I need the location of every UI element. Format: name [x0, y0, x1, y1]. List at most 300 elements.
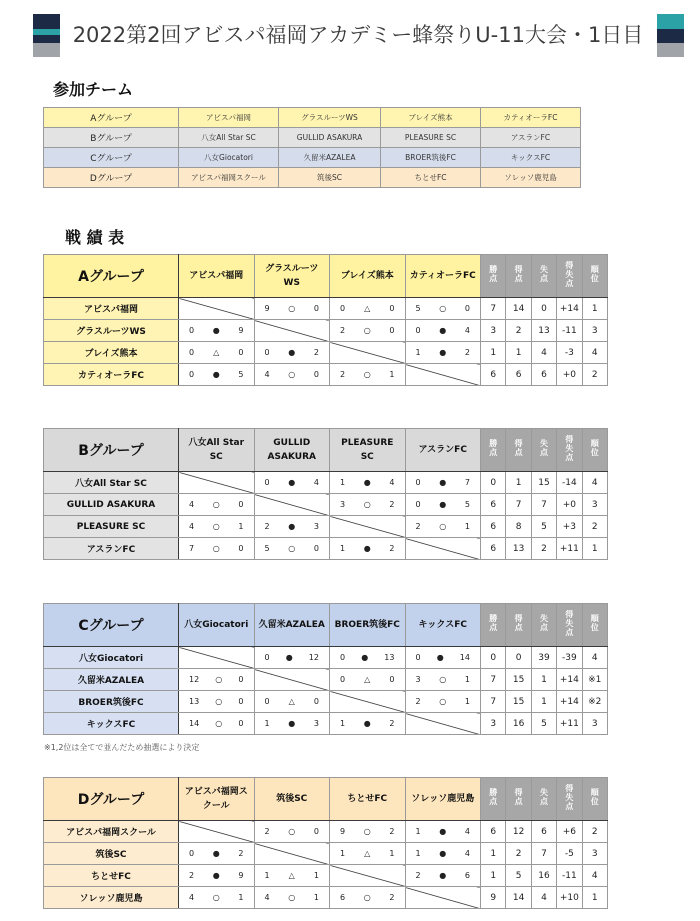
- team-row: [44, 342, 608, 364]
- match-score: [406, 653, 481, 662]
- result-mark: ○: [212, 522, 220, 531]
- match-score: [406, 326, 481, 335]
- match-result-cell: [254, 538, 330, 560]
- team-name-cell: グラスルーツWS: [44, 320, 179, 342]
- match-result-cell: [179, 713, 255, 735]
- points-cell: 1: [481, 865, 506, 887]
- match-score: [255, 719, 330, 728]
- points-cell: 6: [481, 821, 506, 843]
- group-label: Cグループ: [44, 148, 179, 168]
- stat-header-label: 順位: [590, 439, 600, 457]
- goals-against-cell: 13: [531, 320, 556, 342]
- goals-for-cell: 6: [506, 364, 531, 386]
- goal-difference-cell: +14: [557, 298, 582, 320]
- team-name-cell: 久留米AZALEA: [44, 669, 179, 691]
- self-match-diagonal: [330, 342, 406, 364]
- result-mark: ●: [439, 827, 447, 836]
- rank-cell: 4: [582, 472, 607, 494]
- stat-header-cell: [557, 429, 582, 472]
- team-header-cell: アビスパ福岡スクール: [179, 778, 255, 821]
- result-mark: ●: [288, 478, 296, 487]
- team-row: [44, 472, 608, 494]
- rank-cell: 3: [582, 494, 607, 516]
- score-against: 2: [238, 849, 244, 858]
- goals-against-cell: 16: [531, 865, 556, 887]
- stat-header-label: 得失点: [564, 260, 574, 288]
- team-header-cell: 八女All Star SC: [179, 429, 255, 472]
- match-result-cell: [330, 669, 406, 691]
- self-match-diagonal: [405, 887, 481, 909]
- score-against: 5: [238, 370, 244, 379]
- score-for: 2: [340, 326, 346, 335]
- goals-against-cell: 1: [531, 669, 556, 691]
- score-against: 2: [389, 544, 395, 553]
- result-mark: ○: [439, 675, 447, 684]
- match-result-cell: [254, 364, 330, 386]
- goals-for-cell: 0: [506, 647, 531, 669]
- goals-for-cell: 16: [506, 713, 531, 735]
- match-result-cell: [254, 516, 330, 538]
- score-for: 12: [189, 675, 200, 684]
- team-name-cell: 八女Giocatori: [44, 647, 179, 669]
- team-header-cell: アビスパ福岡: [179, 255, 255, 298]
- self-match-diagonal: [179, 821, 255, 843]
- decoration-stripe: [33, 43, 60, 57]
- match-score: [406, 478, 481, 487]
- match-score: [330, 326, 405, 335]
- stat-header-cell: [531, 604, 556, 647]
- team-row: [44, 821, 608, 843]
- team-name-cell: カティオーラFC: [44, 364, 179, 386]
- match-result-cell: [405, 472, 481, 494]
- match-result-cell: [254, 713, 330, 735]
- goals-against-cell: 5: [531, 516, 556, 538]
- team-row: [44, 887, 608, 909]
- score-for: 0: [340, 675, 346, 684]
- stat-header-cell: [557, 255, 582, 298]
- match-score: [255, 348, 330, 357]
- goal-difference-cell: -5: [557, 843, 582, 865]
- result-mark: ●: [212, 849, 220, 858]
- match-score: [179, 871, 254, 880]
- result-mark: ○: [212, 500, 220, 509]
- self-match-diagonal: [179, 298, 255, 320]
- self-match-diagonal: [405, 538, 481, 560]
- decoration-stripe: [657, 43, 684, 57]
- match-result-cell: [254, 821, 330, 843]
- score-for: 0: [415, 478, 421, 487]
- score-against: 9: [238, 871, 244, 880]
- score-against: 2: [464, 348, 470, 357]
- stat-header-cell: [531, 778, 556, 821]
- score-for: 0: [415, 326, 421, 335]
- match-result-cell: [330, 821, 406, 843]
- goals-against-cell: 6: [531, 821, 556, 843]
- match-score: [179, 522, 254, 531]
- match-result-cell: [179, 538, 255, 560]
- score-for: 0: [189, 326, 195, 335]
- result-mark: ●: [439, 326, 447, 335]
- match-result-cell: [330, 843, 406, 865]
- team-header-cell: ブレイズ熊本: [330, 255, 406, 298]
- match-result-cell: [179, 843, 255, 865]
- goals-for-cell: 7: [506, 494, 531, 516]
- goal-difference-cell: +10: [557, 887, 582, 909]
- goals-for-cell: 8: [506, 516, 531, 538]
- tiebreak-note: ※1,2位は全てで並んだため抽選により決定: [44, 743, 200, 752]
- match-score: [179, 893, 254, 902]
- rank-cell: 3: [582, 843, 607, 865]
- stat-header-label: 得点: [514, 265, 524, 283]
- stat-header-cell: [481, 778, 506, 821]
- score-for: 3: [415, 675, 421, 684]
- score-for: 4: [264, 370, 270, 379]
- goals-against-cell: 15: [531, 472, 556, 494]
- score-for: 1: [415, 827, 421, 836]
- result-mark: ○: [363, 326, 371, 335]
- goals-against-cell: 2: [531, 538, 556, 560]
- match-score: [179, 500, 254, 509]
- score-for: 2: [189, 871, 195, 880]
- match-result-cell: [330, 647, 406, 669]
- match-score: [330, 893, 405, 902]
- results-heading: 戦 績 表: [65, 228, 125, 247]
- match-score: [179, 348, 254, 357]
- score-against: 2: [389, 893, 395, 902]
- group-d-results-table: [43, 777, 608, 909]
- results-table-body: [44, 429, 608, 560]
- score-against: 1: [464, 675, 470, 684]
- rank-cell: 1: [582, 887, 607, 909]
- score-against: 1: [464, 697, 470, 706]
- participant-row: [44, 168, 581, 188]
- header-row: [44, 255, 608, 298]
- result-mark: ○: [215, 675, 223, 684]
- team-header-cell: グラスルーツWS: [254, 255, 330, 298]
- match-result-cell: [254, 865, 330, 887]
- score-against: 3: [313, 719, 319, 728]
- participant-team: 八女Giocatori: [179, 148, 279, 168]
- match-result-cell: [330, 538, 406, 560]
- match-score: [179, 370, 254, 379]
- points-cell: 7: [481, 669, 506, 691]
- goal-difference-cell: +11: [557, 713, 582, 735]
- score-against: 6: [464, 871, 470, 880]
- match-score: [330, 478, 405, 487]
- match-result-cell: [179, 364, 255, 386]
- score-for: 0: [189, 370, 195, 379]
- team-name-cell: アビスパ福岡: [44, 298, 179, 320]
- match-score: [255, 893, 330, 902]
- stat-header-label: 得点: [514, 614, 524, 632]
- results-table-body: [44, 604, 608, 735]
- goal-difference-cell: -14: [557, 472, 582, 494]
- results-table-body: [44, 255, 608, 386]
- goals-against-cell: 39: [531, 647, 556, 669]
- match-result-cell: [254, 691, 330, 713]
- rank-cell: 1: [582, 538, 607, 560]
- result-mark: ○: [212, 893, 220, 902]
- title-decoration-right: [657, 14, 684, 57]
- stat-header-cell: [531, 429, 556, 472]
- match-result-cell: [179, 516, 255, 538]
- team-name-cell: アビスパ福岡スクール: [44, 821, 179, 843]
- goal-difference-cell: +0: [557, 364, 582, 386]
- goals-for-cell: 14: [506, 887, 531, 909]
- match-result-cell: [179, 342, 255, 364]
- goals-for-cell: 13: [506, 538, 531, 560]
- match-score: [179, 697, 254, 706]
- points-cell: 1: [481, 843, 506, 865]
- rank-cell: 1: [582, 298, 607, 320]
- match-result-cell: [254, 887, 330, 909]
- result-mark: ○: [363, 827, 371, 836]
- score-for: 4: [189, 893, 195, 902]
- stat-header-cell: [582, 778, 607, 821]
- stat-header-cell: [557, 778, 582, 821]
- match-score: [406, 522, 481, 531]
- match-result-cell: [405, 494, 481, 516]
- goals-against-cell: 7: [531, 843, 556, 865]
- score-for: 2: [415, 871, 421, 880]
- result-mark: ●: [439, 348, 447, 357]
- stat-header-cell: [531, 255, 556, 298]
- result-mark: ●: [363, 544, 371, 553]
- score-for: 2: [264, 827, 270, 836]
- team-header-cell: カティオーラFC: [405, 255, 481, 298]
- stat-header-cell: [481, 429, 506, 472]
- score-for: 1: [340, 849, 346, 858]
- score-for: 0: [264, 348, 270, 357]
- score-against: 1: [389, 849, 395, 858]
- score-for: 2: [415, 522, 421, 531]
- decoration-stripe: [33, 35, 60, 43]
- score-against: 4: [464, 827, 470, 836]
- goals-against-cell: 6: [531, 364, 556, 386]
- page-title: 2022第2回アビスパ福岡アカデミー蜂祭りU-11大会・1日目: [72, 23, 644, 47]
- team-name-cell: GULLID ASAKURA: [44, 494, 179, 516]
- result-mark: ○: [288, 304, 296, 313]
- match-result-cell: [405, 298, 481, 320]
- team-name-cell: 筑後SC: [44, 843, 179, 865]
- participant-team: アスランFC: [481, 128, 581, 148]
- score-against: 1: [238, 522, 244, 531]
- rank-cell: 3: [582, 713, 607, 735]
- match-result-cell: [405, 647, 481, 669]
- points-cell: 3: [481, 713, 506, 735]
- points-cell: 3: [481, 320, 506, 342]
- participant-team: ソレッソ鹿児島: [481, 168, 581, 188]
- stat-header-label: 失点: [539, 265, 549, 283]
- match-score: [179, 326, 254, 335]
- result-mark: ●: [439, 871, 447, 880]
- group-label: Aグループ: [44, 108, 179, 128]
- score-against: 1: [389, 370, 395, 379]
- score-against: 4: [464, 326, 470, 335]
- result-mark: ○: [215, 697, 223, 706]
- goal-difference-cell: +14: [557, 669, 582, 691]
- match-score: [179, 719, 254, 728]
- match-result-cell: [179, 887, 255, 909]
- match-score: [406, 697, 481, 706]
- goals-for-cell: 2: [506, 320, 531, 342]
- score-against: 5: [464, 500, 470, 509]
- team-row: [44, 843, 608, 865]
- score-for: 2: [340, 370, 346, 379]
- match-score: [330, 500, 405, 509]
- stat-header-label: 得失点: [564, 783, 574, 811]
- match-result-cell: [179, 691, 255, 713]
- score-against: 3: [313, 522, 319, 531]
- match-result-cell: [330, 713, 406, 735]
- goals-for-cell: 12: [506, 821, 531, 843]
- team-row: [44, 494, 608, 516]
- team-header-cell: PLEASURE SC: [330, 429, 406, 472]
- result-mark: ●: [439, 478, 447, 487]
- stat-header-cell: [582, 604, 607, 647]
- participant-row: [44, 148, 581, 168]
- match-result-cell: [405, 516, 481, 538]
- goal-difference-cell: -11: [557, 865, 582, 887]
- score-for: 9: [340, 827, 346, 836]
- result-mark: △: [364, 304, 371, 313]
- score-against: 0: [389, 304, 395, 313]
- stat-header-cell: [481, 255, 506, 298]
- team-name-cell: ちとせFC: [44, 865, 179, 887]
- participant-team: 筑後SC: [279, 168, 381, 188]
- match-score: [179, 849, 254, 858]
- stat-header-label: 勝点: [488, 614, 498, 632]
- result-mark: ○: [363, 370, 371, 379]
- goal-difference-cell: -11: [557, 320, 582, 342]
- score-against: 2: [313, 348, 319, 357]
- points-cell: 0: [481, 472, 506, 494]
- self-match-diagonal: [254, 320, 330, 342]
- score-against: 0: [238, 675, 244, 684]
- goal-difference-cell: +14: [557, 691, 582, 713]
- goals-for-cell: 1: [506, 342, 531, 364]
- goals-for-cell: 5: [506, 865, 531, 887]
- match-result-cell: [254, 342, 330, 364]
- participant-team: アビスパ福岡スクール: [179, 168, 279, 188]
- score-for: 1: [264, 871, 270, 880]
- result-mark: △: [288, 697, 295, 706]
- title-decoration-left: [33, 14, 60, 57]
- match-score: [255, 653, 330, 662]
- self-match-diagonal: [179, 647, 255, 669]
- stat-header-label: 失点: [539, 439, 549, 457]
- match-result-cell: [405, 865, 481, 887]
- points-cell: 0: [481, 647, 506, 669]
- stat-header-label: 勝点: [488, 265, 498, 283]
- team-row: [44, 516, 608, 538]
- score-against: 0: [313, 370, 319, 379]
- goals-for-cell: 15: [506, 691, 531, 713]
- result-mark: △: [364, 675, 371, 684]
- match-score: [330, 370, 405, 379]
- points-cell: 6: [481, 516, 506, 538]
- match-result-cell: [179, 865, 255, 887]
- goals-against-cell: 7: [531, 494, 556, 516]
- team-row: [44, 865, 608, 887]
- stat-header-label: 勝点: [488, 439, 498, 457]
- score-for: 0: [415, 653, 421, 662]
- match-result-cell: [405, 320, 481, 342]
- points-cell: 6: [481, 538, 506, 560]
- match-score: [255, 478, 330, 487]
- score-for: 2: [264, 522, 270, 531]
- participant-team: 八女All Star SC: [179, 128, 279, 148]
- stat-header-label: 順位: [590, 788, 600, 806]
- group-name-cell: Dグループ: [44, 778, 179, 821]
- rank-cell: 2: [582, 821, 607, 843]
- match-result-cell: [254, 647, 330, 669]
- group-label: Bグループ: [44, 128, 179, 148]
- team-header-cell: BROER筑後FC: [330, 604, 406, 647]
- points-cell: 9: [481, 887, 506, 909]
- score-for: 0: [415, 500, 421, 509]
- result-mark: ○: [363, 500, 371, 509]
- score-against: 0: [238, 719, 244, 728]
- participant-team: グラスルーツWS: [279, 108, 381, 128]
- score-against: 0: [389, 675, 395, 684]
- score-for: 13: [189, 697, 200, 706]
- score-for: 0: [264, 653, 270, 662]
- result-mark: ●: [363, 719, 371, 728]
- stat-header-label: 失点: [539, 614, 549, 632]
- match-score: [406, 500, 481, 509]
- team-header-cell: ちとせFC: [330, 778, 406, 821]
- score-against: 0: [313, 544, 319, 553]
- participant-team: ちとせFC: [381, 168, 481, 188]
- score-against: 9: [238, 326, 244, 335]
- points-cell: 1: [481, 342, 506, 364]
- match-score: [255, 871, 330, 880]
- match-score: [255, 544, 330, 553]
- group-name-cell: Aグループ: [44, 255, 179, 298]
- decoration-stripe: [657, 14, 684, 29]
- participants-table-body: [44, 108, 581, 188]
- team-header-cell: ソレッソ鹿児島: [405, 778, 481, 821]
- result-mark: ●: [363, 478, 371, 487]
- match-score: [406, 827, 481, 836]
- score-for: 5: [264, 544, 270, 553]
- team-name-cell: アスランFC: [44, 538, 179, 560]
- score-for: 1: [415, 348, 421, 357]
- rank-cell: ※1: [582, 669, 607, 691]
- self-match-diagonal: [330, 516, 406, 538]
- rank-cell: 3: [582, 320, 607, 342]
- team-name-cell: キックスFC: [44, 713, 179, 735]
- participant-team: PLEASURE SC: [381, 128, 481, 148]
- self-match-diagonal: [254, 669, 330, 691]
- match-result-cell: [254, 298, 330, 320]
- score-against: 7: [464, 478, 470, 487]
- rank-cell: 4: [582, 342, 607, 364]
- result-mark: △: [364, 849, 371, 858]
- team-name-cell: PLEASURE SC: [44, 516, 179, 538]
- match-result-cell: [179, 494, 255, 516]
- goal-difference-cell: +0: [557, 494, 582, 516]
- team-header-cell: アスランFC: [405, 429, 481, 472]
- score-for: 1: [415, 849, 421, 858]
- participant-row: [44, 108, 581, 128]
- goal-difference-cell: +11: [557, 538, 582, 560]
- result-mark: ●: [288, 719, 296, 728]
- stat-header-label: 得失点: [564, 434, 574, 462]
- team-row: [44, 538, 608, 560]
- result-mark: ○: [439, 522, 447, 531]
